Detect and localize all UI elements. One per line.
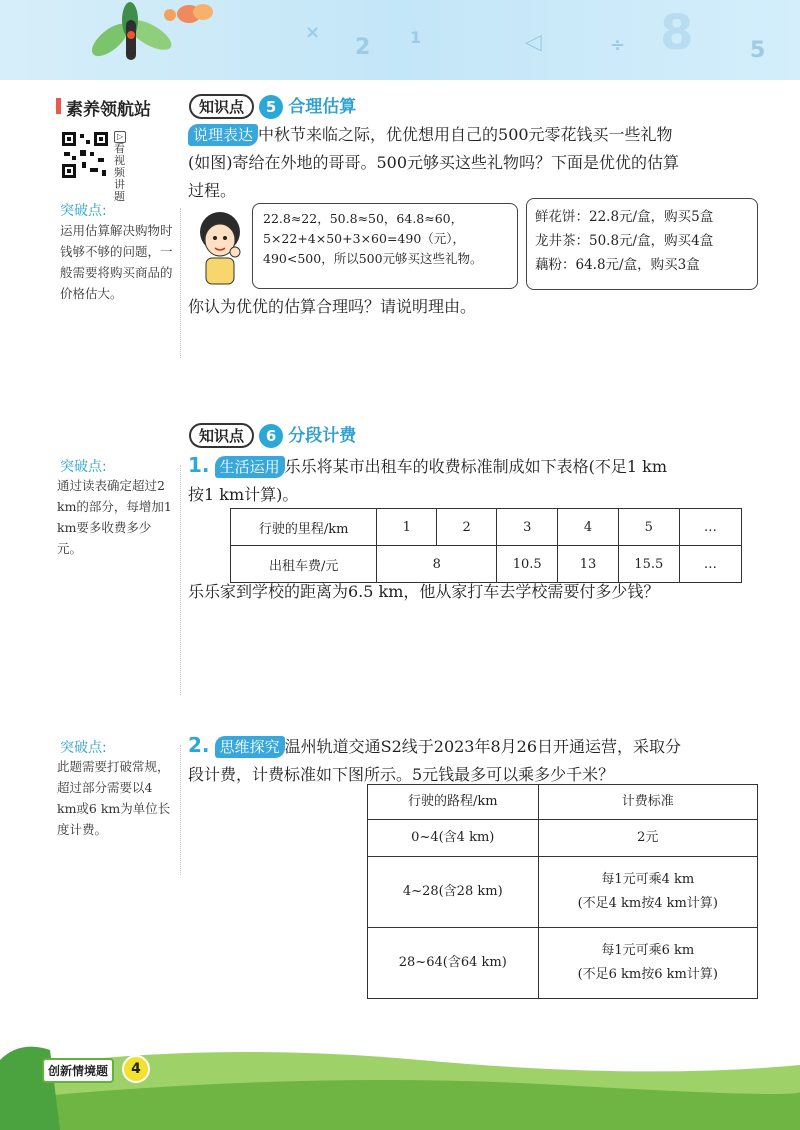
problem-label: 思维探究 <box>215 736 285 758</box>
header-decor: × <box>305 22 321 43</box>
kp-tag: 知识点 <box>189 94 254 119</box>
tip-text: 运用估算解决购物时钱够不够的问题，一般需要将购买商品的价格估大。 <box>60 223 173 301</box>
problem-label: 生活运用 <box>215 456 285 478</box>
brand-marker <box>56 98 61 114</box>
table-cell: … <box>679 509 741 546</box>
kp5-question: 你认为优优的估算合理吗？请说明理由。 <box>188 297 477 316</box>
table-row <box>368 820 758 857</box>
header-decor: ◁ <box>525 30 542 55</box>
tip-text: 此题需要打破常规，超过部分需要以4 km或6 km为单位长度计费。 <box>57 759 171 837</box>
fee-note: (不足4 km按4 km计算) <box>577 896 718 911</box>
sidebar-divider <box>180 465 181 695</box>
table-cell: 4~28(含28 km) <box>368 857 539 928</box>
page-number: 4 <box>122 1055 150 1083</box>
kp6-header <box>189 421 356 448</box>
table-cell <box>538 928 757 999</box>
s2-fare-table <box>367 784 758 999</box>
header-decor: 5 <box>750 38 766 63</box>
fee-line: 每1元可乘4 km <box>601 872 695 887</box>
table-cell: 3 <box>497 509 558 546</box>
kp-number: 5 <box>259 95 283 119</box>
question-number: 1. <box>188 453 210 477</box>
price-line: 鲜花饼：22.8元/盒，购买5盒 <box>535 209 714 225</box>
butterfly-illustration <box>175 0 215 30</box>
calc-line: 5×22+4×50+3×60=490（元）， <box>263 231 466 246</box>
header-banner <box>0 0 800 80</box>
problem-text: 按1 km计算)。 <box>188 485 299 504</box>
tip-title: 突破点: <box>60 459 107 475</box>
tip-text: 通过读表确定超过2 km的部分，每增加1 km要多收费多少元。 <box>57 478 172 556</box>
table-row <box>368 785 758 820</box>
table-header-cell: 计费标准 <box>538 785 757 820</box>
table-header-cell: 行驶的路程/km <box>368 785 539 820</box>
q1-problem <box>188 451 768 509</box>
table-cell: 28~64(含64 km) <box>368 928 539 999</box>
header-decor: 1 <box>410 28 422 47</box>
problem-text: 过程。 <box>188 181 237 200</box>
problem-text: 温州轨道交通S2线于2023年8月26日开通运营，采取分 <box>284 737 682 756</box>
header-decor: ÷ <box>610 35 626 56</box>
play-icon: ▷ <box>114 131 126 143</box>
sidebar-divider <box>180 208 181 358</box>
table-cell: 2元 <box>538 820 757 857</box>
problem-text: 乐乐将某市出租车的收费标准制成如下表格(不足1 km <box>284 457 668 476</box>
table-row <box>368 857 758 928</box>
footer-landscape <box>0 1030 800 1130</box>
kp-title: 合理估算 <box>288 97 357 117</box>
calc-line: 22.8≈22，50.8≈50，64.8≈60， <box>263 211 464 226</box>
table-header-cell: 出租车费/元 <box>231 546 377 583</box>
fee-line: 每1元可乘6 km <box>601 943 695 958</box>
header-decor: 2 <box>355 35 371 60</box>
problem-text: (如图)寄给在外地的哥哥。500元够买这些礼物吗？下面是优优的估算 <box>188 153 680 172</box>
table-cell: 13 <box>558 546 618 583</box>
video-label-text: 看视频讲题 <box>114 142 125 203</box>
q2-problem <box>188 731 768 789</box>
tip-title: 突破点: <box>60 740 107 756</box>
table-cell: 0~4(含4 km) <box>368 820 539 857</box>
kp5-problem <box>188 121 763 205</box>
table-cell <box>538 857 757 928</box>
problem-text: 中秋节来临之际，优优想用自己的500元零花钱买一些礼物 <box>258 125 673 144</box>
table-row <box>231 509 742 546</box>
table-cell: 2 <box>437 509 497 546</box>
taxi-fare-table <box>230 508 742 583</box>
fee-note: (不足6 km按6 km计算) <box>577 967 718 982</box>
table-cell: 8 <box>377 546 497 583</box>
table-cell: … <box>679 546 741 583</box>
table-header-cell: 行驶的里程/km <box>231 509 377 546</box>
brand-title: 素养领航站 <box>66 100 151 120</box>
tip-title: 突破点: <box>60 203 107 219</box>
kp-tag: 知识点 <box>189 423 254 448</box>
calculation-box <box>252 203 518 289</box>
question-number: 2. <box>188 733 210 757</box>
table-cell: 1 <box>377 509 437 546</box>
video-label[interactable] <box>114 130 136 203</box>
calc-line: 490<500，所以500元够买这些礼物。 <box>263 251 483 266</box>
student-illustration <box>190 208 250 288</box>
kp5-header <box>189 92 356 119</box>
problem-text: 段计费，计费标准如下图所示。5元钱最多可以乘多少千米？ <box>188 765 615 784</box>
table-row <box>231 546 742 583</box>
kp-title: 分段计费 <box>288 426 357 446</box>
header-decor: 8 <box>660 5 694 61</box>
table-cell: 5 <box>618 509 679 546</box>
sidebar-divider <box>180 745 181 875</box>
table-cell: 10.5 <box>497 546 558 583</box>
problem-label: 说理表达 <box>188 124 258 146</box>
q1-question: 乐乐家到学校的距离为6.5 km，他从家打车去学校需要付多少钱？ <box>188 582 660 601</box>
price-line: 龙井茶：50.8元/盒，购买4盒 <box>535 233 714 249</box>
kp-number: 6 <box>259 424 283 448</box>
table-row <box>368 928 758 999</box>
qr-code[interactable] <box>60 130 110 180</box>
table-cell: 15.5 <box>618 546 679 583</box>
plant-illustration <box>80 0 190 70</box>
price-list-box <box>526 198 758 290</box>
table-cell: 4 <box>558 509 618 546</box>
price-line: 藕粉：64.8元/盒，购买3盒 <box>535 257 700 273</box>
page-label: 创新情境题 <box>42 1058 114 1083</box>
